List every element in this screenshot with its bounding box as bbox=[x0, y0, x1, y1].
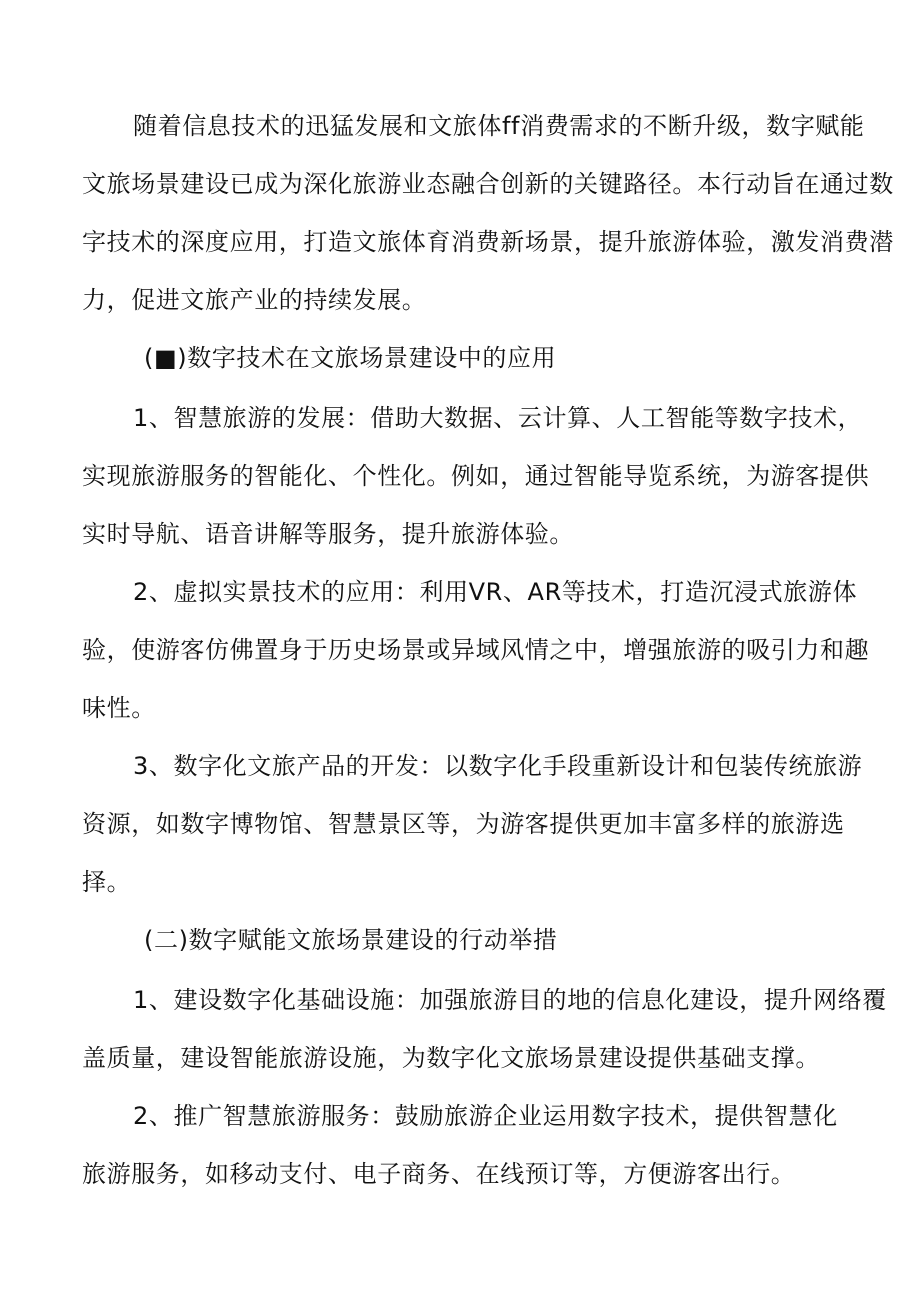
item-1-line-1: 1、智慧旅游的发展：借助大数据、云计算、人工智能等数字技术， bbox=[133, 404, 863, 432]
item-3-line-3: 择。 bbox=[82, 868, 132, 896]
intro-line-3: 字技术的深度应用，打造文旅体育消费新场景，提升旅游体验，激发消费潜 bbox=[82, 228, 894, 256]
action-2-line-1: 2、推广智慧旅游服务：鼓励旅游企业运用数字技术，提供智慧化 bbox=[133, 1102, 838, 1130]
item-1-line-3: 实时导航、语音讲解等服务，提升旅游体验。 bbox=[82, 520, 574, 548]
section-heading-1: (■)数字技术在文旅场景建设中的应用 bbox=[144, 344, 557, 372]
intro-line-2: 文旅场景建设已成为深化旅游业态融合创新的关键路径。本行动旨在通过数 bbox=[82, 170, 894, 198]
action-2-line-2: 旅游服务，如移动支付、电子商务、在线预订等，方便游客出行。 bbox=[82, 1160, 796, 1188]
item-2-line-2: 验，使游客仿佛置身于历史场景或异域风情之中，增强旅游的吸引力和趣 bbox=[82, 636, 870, 664]
intro-line-4: 力，促进文旅产业的持续发展。 bbox=[82, 286, 427, 314]
item-3-line-1: 3、数字化文旅产品的开发：以数字化手段重新设计和包装传统旅游 bbox=[133, 752, 863, 780]
item-2-line-1: 2、虚拟实景技术的应用：利用VR、AR等技术，打造沉浸式旅游体 bbox=[133, 578, 858, 606]
section-heading-2: (二)数字赋能文旅场景建设的行动举措 bbox=[144, 926, 558, 954]
action-1-line-2: 盖质量，建设智能旅游设施，为数字化文旅场景建设提供基础支撑。 bbox=[82, 1044, 820, 1072]
item-2-line-3: 味性。 bbox=[82, 694, 156, 722]
item-1-line-2: 实现旅游服务的智能化、个性化。例如，通过智能导览系统，为游客提供 bbox=[82, 462, 870, 490]
item-3-line-2: 资源，如数字博物馆、智慧景区等，为游客提供更加丰富多样的旅游选 bbox=[82, 810, 845, 838]
action-1-line-1: 1、建设数字化基础设施：加强旅游目的地的信息化建设，提升网络覆 bbox=[133, 986, 887, 1014]
intro-line-1: 随着信息技术的迅猛发展和文旅体ff消费需求的不断升级，数字赋能 bbox=[133, 112, 865, 140]
